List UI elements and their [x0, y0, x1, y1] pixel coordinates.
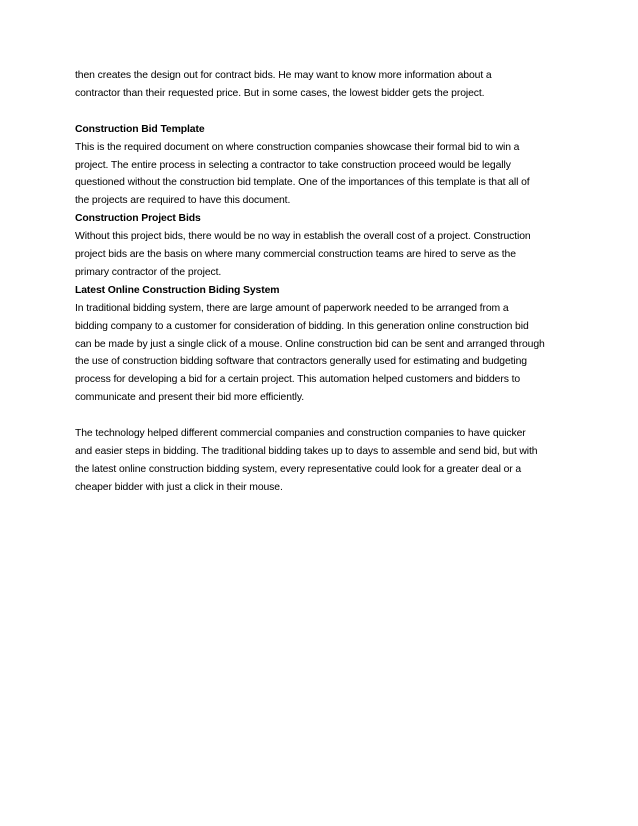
text-line: project bids are the basis on where many commercial construction teams are hired to serve as the	[75, 249, 516, 261]
text-line: primary contractor of the project.	[75, 266, 222, 278]
text-line: Without this project bids, there would be no way in establish the overall cost of a project. Construction	[75, 231, 531, 243]
text-line: cheaper bidder with just a click in their mouse.	[75, 481, 283, 493]
section-heading: Construction Project Bids	[75, 213, 201, 225]
section-construction-project-bids	[75, 210, 575, 282]
text-line: then creates the design out for contract bids. He may want to know more information about a	[75, 70, 492, 81]
paragraph-spacer	[75, 103, 575, 121]
section-paragraph	[75, 228, 575, 282]
text-line: project. The entire process in selecting a contractor to take construction proceed would be legally	[75, 159, 511, 171]
document-body	[75, 67, 575, 497]
text-line: In traditional bidding system, there are large amount of paperwork needed to be arranged from a	[75, 302, 509, 314]
text-line: contractor than their requested price. But in some cases, the lowest bidder gets the project.	[75, 87, 485, 99]
section-heading: Latest Online Construction Biding System	[75, 284, 280, 296]
section-construction-bid-template	[75, 121, 575, 211]
section-paragraph	[75, 300, 575, 407]
text-line: The technology helped different commercial companies and construction companies to have quicker	[75, 428, 526, 440]
text-line: the projects are required to have this document.	[75, 195, 291, 207]
text-line: process for developing a bid for a certain project. This automation helped customers and bidders to	[75, 374, 521, 386]
paragraph-spacer	[75, 407, 575, 425]
text-line: and easier steps in bidding. The traditional bidding takes up to days to assemble and send bid, but with	[75, 446, 538, 457]
text-line: the use of construction bidding software that contractors generally used for estimating and budgeting	[75, 356, 527, 368]
text-line: questioned without the construction bid template. One of the importances of this template is that all of	[75, 177, 530, 189]
text-line: can be made by just a single click of a mouse. Online construction bid can be sent and arranged through	[75, 338, 545, 350]
section-heading: Construction Bid Template	[75, 123, 205, 135]
section-paragraph	[75, 139, 575, 211]
text-line: the latest online construction bidding system, every representative could look for a greater deal or a	[75, 463, 522, 475]
text-line: This is the required document on where construction companies showcase their formal bid to win a	[75, 141, 520, 153]
text-line: bidding company to a customer for consideration of bidding. In this generation online construction bid	[75, 320, 529, 332]
text-line: communicate and present their bid more efficiently.	[75, 392, 304, 404]
closing-paragraph	[75, 425, 575, 497]
intro-paragraph	[75, 67, 575, 103]
section-latest-online-bidding-system	[75, 282, 575, 407]
